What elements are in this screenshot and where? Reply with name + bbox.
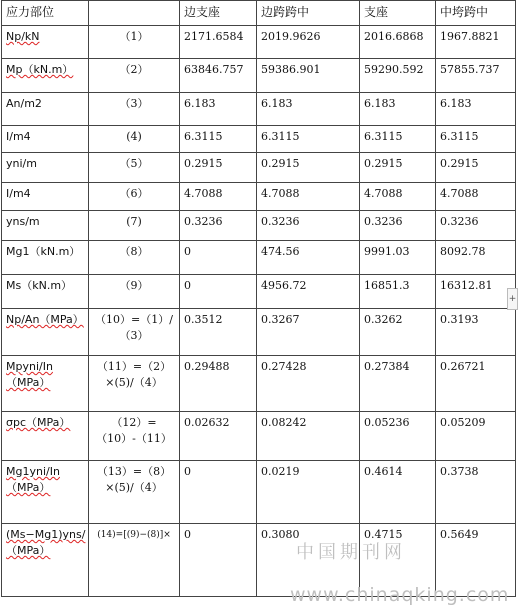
cell-support: 0.3262: [360, 309, 436, 356]
cell-edge-support: 0: [180, 461, 257, 524]
table-row: [2, 153, 516, 183]
cell-support: 0.2915: [360, 153, 436, 183]
table-row: [2, 26, 516, 59]
cell-edge-support: 0.02632: [180, 412, 257, 461]
cell-edge-support: 6.183: [180, 93, 257, 126]
table-row: [2, 461, 516, 524]
watermark-url: www.chinaqking.com: [290, 584, 510, 606]
cell-middle-midspan: 6.183: [436, 93, 516, 126]
cell-middle-midspan: 16312.81: [436, 275, 516, 309]
cell-edge-support: 0.3236: [180, 211, 257, 241]
row-label: (Ms−Mg1)yns/（MPa）: [2, 524, 89, 597]
row-label: Mg1yni/In（MPa）: [2, 461, 89, 524]
cell-edge-midspan: 4.7088: [257, 183, 360, 211]
row-formula: （11）=（2）×(5)/（4）: [89, 356, 180, 412]
cell-edge-midspan: 474.56: [257, 241, 360, 275]
cell-middle-midspan: 0.3738: [436, 461, 516, 524]
cell-edge-midspan: 0.3080: [257, 524, 360, 597]
row-formula: (7): [89, 211, 180, 241]
cell-edge-midspan: 0.2915: [257, 153, 360, 183]
table-row: [2, 412, 516, 461]
cell-middle-midspan: 0.3193: [436, 309, 516, 356]
cell-edge-midspan: 0.3267: [257, 309, 360, 356]
cell-edge-support: 6.3115: [180, 126, 257, 153]
cell-edge-midspan: 0.0219: [257, 461, 360, 524]
cell-middle-midspan: 0.3236: [436, 211, 516, 241]
row-formula: （1）: [89, 26, 180, 59]
watermark-chinese: 中国期刊网: [296, 542, 406, 563]
header-middle-midspan: 中垮跨中: [436, 1, 516, 26]
row-label: I/m4: [2, 183, 89, 211]
cell-edge-support: 63846.757: [180, 59, 257, 93]
row-formula: （3）: [89, 93, 180, 126]
add-column-handle[interactable]: +: [507, 288, 518, 310]
cell-middle-midspan: 57855.737: [436, 59, 516, 93]
cell-edge-support: 0.3512: [180, 309, 257, 356]
cell-edge-support: 0.29488: [180, 356, 257, 412]
stress-table: [1, 0, 516, 597]
table-row: [2, 59, 516, 93]
row-label: σpc（MPa）: [2, 412, 89, 461]
cell-support: 0.3236: [360, 211, 436, 241]
row-label: Mpyni/In（MPa）: [2, 356, 89, 412]
cell-edge-midspan: 2019.9626: [257, 26, 360, 59]
row-label: Np/An（MPa）: [2, 309, 89, 356]
cell-edge-midspan: 6.183: [257, 93, 360, 126]
cell-middle-midspan: 0.05209: [436, 412, 516, 461]
row-label: Mp（kN.m）: [2, 59, 89, 93]
cell-edge-support: 0: [180, 241, 257, 275]
cell-support: 2016.6868: [360, 26, 436, 59]
cell-support: 0.4614: [360, 461, 436, 524]
cell-edge-support: 0: [180, 275, 257, 309]
table-row: [2, 275, 516, 309]
cell-support: 59290.592: [360, 59, 436, 93]
row-formula: （10）=（1）/（3）: [89, 309, 180, 356]
cell-support: 4.7088: [360, 183, 436, 211]
row-formula: （5）: [89, 153, 180, 183]
table-row: [2, 211, 516, 241]
header-support: 支座: [360, 1, 436, 26]
table-row: [2, 241, 516, 275]
table-row: [2, 93, 516, 126]
table-row: [2, 183, 516, 211]
cell-edge-midspan: 0.27428: [257, 356, 360, 412]
cell-edge-midspan: 6.3115: [257, 126, 360, 153]
header-edge-midspan: 边跨跨中: [257, 1, 360, 26]
row-formula: （9）: [89, 275, 180, 309]
header-edge-support: 边支座: [180, 1, 257, 26]
cell-edge-midspan: 0.3236: [257, 211, 360, 241]
cell-support: 6.3115: [360, 126, 436, 153]
row-label: yns/m: [2, 211, 89, 241]
cell-edge-support: 0.2915: [180, 153, 257, 183]
cell-support: 0.4715: [360, 524, 436, 597]
cell-edge-support: 0: [180, 524, 257, 597]
cell-middle-midspan: 0.5649: [436, 524, 516, 597]
cell-edge-midspan: 59386.901: [257, 59, 360, 93]
cell-middle-midspan: 0.26721: [436, 356, 516, 412]
row-label: yni/m: [2, 153, 89, 183]
table-row: [2, 126, 516, 153]
cell-edge-support: 2171.6584: [180, 26, 257, 59]
cell-support: 0.05236: [360, 412, 436, 461]
cell-support: 0.27384: [360, 356, 436, 412]
cell-middle-midspan: 8092.78: [436, 241, 516, 275]
row-formula: (14)=[(9)−(8)]×: [89, 524, 180, 597]
row-formula: （13）=（8）×(5)/（4）: [89, 461, 180, 524]
row-label: An/m2: [2, 93, 89, 126]
cell-support: 9991.03: [360, 241, 436, 275]
cell-edge-midspan: 4956.72: [257, 275, 360, 309]
header-row: [2, 1, 516, 26]
header-stress-location: 应力部位: [2, 1, 89, 26]
cell-middle-midspan: 0.2915: [436, 153, 516, 183]
cell-edge-support: 4.7088: [180, 183, 257, 211]
table-row: [2, 524, 516, 597]
cell-middle-midspan: 4.7088: [436, 183, 516, 211]
table-row: [2, 309, 516, 356]
row-formula: （6）: [89, 183, 180, 211]
cell-middle-midspan: 1967.8821: [436, 26, 516, 59]
row-formula: （2）: [89, 59, 180, 93]
row-label: Ms（kN.m）: [2, 275, 89, 309]
cell-middle-midspan: 6.3115: [436, 126, 516, 153]
row-formula: （12）=（10）-（11）: [89, 412, 180, 461]
cell-support: 16851.3: [360, 275, 436, 309]
row-formula: （8）: [89, 241, 180, 275]
row-label: Mg1（kN.m）: [2, 241, 89, 275]
row-formula: (4): [89, 126, 180, 153]
cell-support: 6.183: [360, 93, 436, 126]
table-row: [2, 356, 516, 412]
header-formula: [89, 1, 180, 26]
row-label: I/m4: [2, 126, 89, 153]
cell-edge-midspan: 0.08242: [257, 412, 360, 461]
row-label: Np/kN: [2, 26, 89, 59]
